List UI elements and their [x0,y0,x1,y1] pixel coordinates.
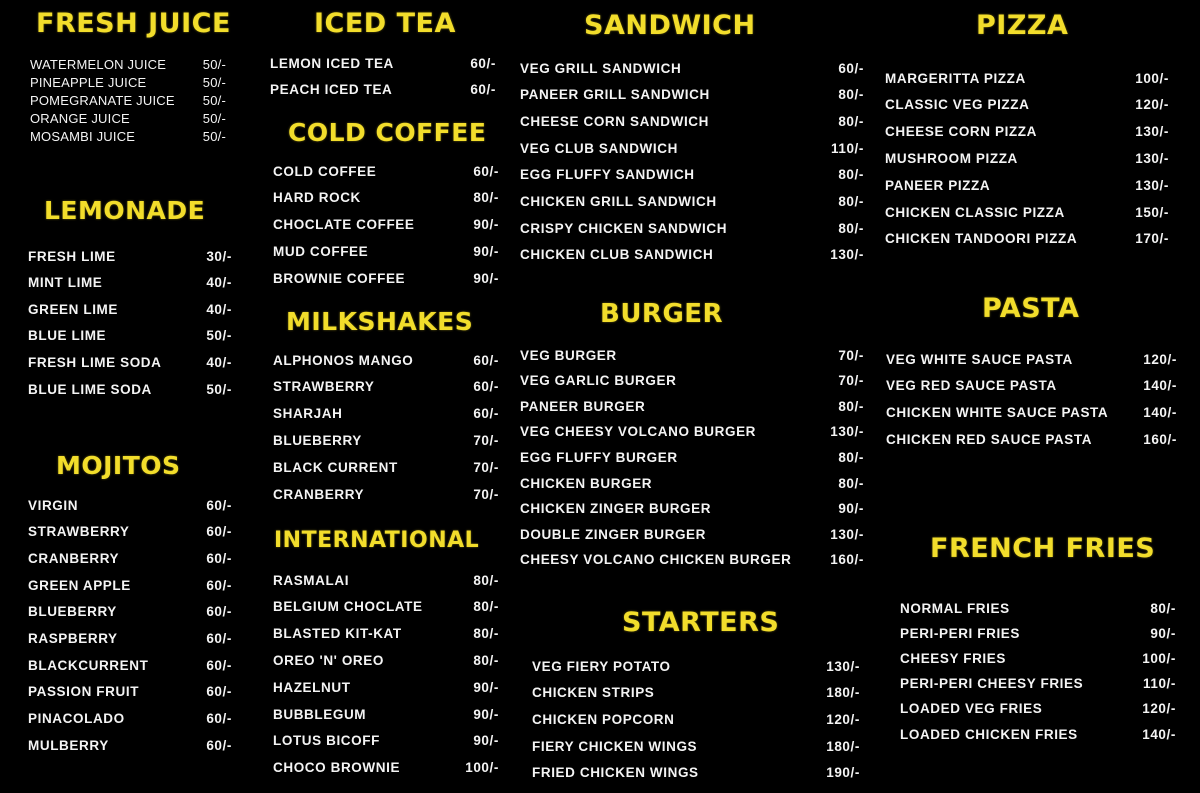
menu-item-name: BLASTED KIT-KAT [273,626,402,642]
menu-item-name: FRESH LIME [28,248,116,264]
menu-item-name: CHICKEN RED SAUCE PASTA [886,431,1093,447]
section-title-iced-tea: ICED TEA [314,8,456,39]
menu-item-row [28,736,232,754]
menu-item-price: 190/- [826,765,860,781]
menu-item-price: 60/- [206,497,232,513]
menu-item-name: CRISPY CHICKEN SANDWICH [520,220,728,236]
menu-item-row [30,73,226,91]
menu-item-row [28,353,232,371]
menu-item-row [30,128,226,146]
menu-item-row [520,448,864,466]
menu-item-name: CHEESE CORN SANDWICH [520,113,710,129]
menu-item-price: 80/- [838,87,864,103]
menu-item-name: FIERY CHICKEN WINGS [532,738,698,754]
menu-item-row [28,683,232,701]
menu-item-row [520,525,864,543]
menu-item-row [520,139,864,157]
menu-item-name: ALPHONOS MANGO [273,352,414,368]
section-french-fries [870,525,1200,790]
section-title-milkshakes: MILKSHAKES [286,307,474,336]
menu-item-price: 80/- [838,113,864,129]
menu-item-row [885,96,1169,114]
menu-item-name: STRAWBERRY [28,524,130,540]
menu-item-name: CHOCLATE COFFEE [273,217,415,233]
menu-item-name: HAZELNUT [273,679,351,695]
section-burger [510,290,870,590]
menu-item-price: 70/- [473,487,499,502]
menu-item-row [520,246,864,264]
menu-item-row [886,404,1177,422]
section-milkshakes [260,300,510,520]
menu-item-row [885,203,1169,221]
menu-item-name: CHEESE CORN PIZZA [885,124,1037,140]
menu-item-name: VEG BURGER [520,347,617,363]
menu-item-name: CHICKEN ZINGER BURGER [520,501,712,517]
menu-item-price: 80/- [838,449,864,465]
menu-item-row [273,459,499,477]
menu-item-name: POMEGRANATE JUICE [30,92,175,108]
menu-item-price: 50/- [202,56,226,72]
menu-item-row [273,732,499,750]
menu-item-price: 90/- [473,217,499,233]
menu-item-price: 80/- [1150,600,1176,616]
section-lemonade [0,190,260,420]
menu-item-price: 80/- [473,190,499,206]
menu-item-name: VEG GRILL SANDWICH [520,60,682,76]
menu-item-row [886,430,1177,448]
menu-item-price: 50/- [202,111,226,127]
menu-item-price: 130/- [830,247,864,263]
menu-item-price: 120/- [826,711,860,727]
menu-item-name: OREO 'N' OREO [273,652,384,668]
menu-item-name: BLUEBERRY [28,604,117,620]
menu-item-price: 60/- [838,60,864,76]
menu-item-price: 80/- [838,398,864,414]
menu-item-price: 130/- [1135,177,1169,193]
menu-item-price: 140/- [1143,405,1177,421]
menu-item-row [520,500,864,518]
menu-item-row [900,599,1176,617]
section-mojitos [0,445,260,765]
menu-item-name: LOADED VEG FRIES [900,701,1043,717]
menu-item-price: 130/- [1135,150,1169,166]
menu-item-price: 80/- [473,652,499,668]
menu-item-row [532,764,860,782]
menu-item-price: 60/- [473,379,499,395]
menu-item-row [273,243,499,261]
menu-item-price: 90/- [1150,625,1176,641]
section-title-french-fries: FRENCH FRIES [930,533,1156,564]
menu-item-row [885,69,1169,87]
menu-item-row [273,270,499,288]
menu-item-row [273,571,499,589]
menu-item-name: PEACH ICED TEA [270,82,393,97]
section-international [260,520,510,790]
section-pasta [870,285,1200,470]
menu-item-name: CHOCO BROWNIE [273,760,401,776]
section-title-burger: BURGER [600,299,724,329]
menu-item-row [273,678,499,696]
menu-item-name: BELGIUM CHOCLATE [273,599,423,615]
menu-item-row [270,81,496,99]
menu-item-price: 60/- [473,352,499,368]
menu-item-price: 50/- [206,328,232,344]
menu-item-name: PERI-PERI FRIES [900,625,1021,641]
menu-item-name: BLACKCURRENT [28,657,149,673]
menu-item-row [28,576,232,594]
section-title-pizza: PIZZA [976,10,1069,41]
menu-item-price: 90/- [473,244,499,260]
menu-item-price: 60/- [206,550,232,566]
menu-item-price: 60/- [206,711,232,727]
menu-item-row [273,216,499,234]
section-pizza [870,0,1200,270]
menu-item-row [273,759,499,777]
menu-item-name: BLUEBERRY [273,433,362,449]
menu-item-row [900,700,1176,718]
section-title-sandwich: SANDWICH [584,10,756,41]
menu-item-price: 60/- [473,163,499,179]
menu-item-row [273,432,499,450]
section-title-international: INTERNATIONAL [274,528,480,553]
menu-item-price: 50/- [206,381,232,397]
menu-item-row [28,549,232,567]
menu-item-price: 110/- [1142,676,1176,692]
menu-item-price: 70/- [473,460,499,476]
menu-item-price: 60/- [206,577,232,593]
menu-item-price: 70/- [838,347,864,363]
menu-item-name: LEMON ICED TEA [270,55,394,71]
menu-item-row [273,651,499,669]
menu-item-name: PANEER GRILL SANDWICH [520,87,710,103]
menu-item-row [28,656,232,674]
menu-item-row [532,737,860,755]
menu-item-price: 130/- [830,424,864,440]
menu-item-price: 130/- [1135,124,1169,140]
menu-item-name: MOSAMBI JUICE [30,129,136,145]
menu-item-price: 80/- [473,599,499,615]
menu-item-row [885,149,1169,167]
menu-item-price: 50/- [202,74,226,90]
menu-item-name: CHICKEN BURGER [520,475,653,491]
menu-item-name: RASMALAI [273,572,350,588]
menu-item-row [520,219,864,237]
menu-item-row [28,496,232,514]
menu-item-row [273,189,499,207]
menu-item-price: 90/- [473,271,499,287]
section-iced-tea [260,0,510,110]
menu-item-name: PASSION FRUIT [28,684,140,700]
menu-item-row [273,351,499,369]
menu-item-row [532,657,860,675]
menu-item-row [273,598,499,616]
menu-item-row [28,523,232,541]
menu-item-price: 180/- [826,685,860,701]
menu-item-row [30,110,226,128]
menu-item-price: 180/- [826,738,860,754]
menu-item-row [885,230,1169,248]
menu-item-row [273,625,499,643]
menu-item-name: CHICKEN CLASSIC PIZZA [885,204,1065,220]
menu-item-price: 80/- [838,167,864,183]
menu-item-price: 160/- [830,552,864,568]
menu-item-name: GREEN APPLE [28,577,131,593]
menu-item-row [520,372,864,390]
menu-item-name: CRANBERRY [273,487,365,502]
menu-item-row [273,486,499,504]
menu-item-row [520,397,864,415]
menu-item-name: VEG CHEESY VOLCANO BURGER [520,424,757,440]
menu-item-name: VIRGIN [28,497,79,513]
menu-item-row [520,474,864,492]
menu-item-price: 60/- [206,524,232,540]
menu-item-name: BLUE LIME SODA [28,381,152,397]
menu-item-name: VEG WHITE SAUCE PASTA [886,351,1073,367]
menu-item-row [885,123,1169,141]
menu-item-row [520,166,864,184]
menu-item-row [520,59,864,77]
menu-item-row [28,710,232,728]
section-sandwich [510,0,870,280]
menu-item-price: 50/- [202,129,226,145]
menu-item-name: RASPBERRY [28,631,118,646]
menu-item-row [520,193,864,211]
menu-item-row [520,551,864,569]
menu-item-price: 80/- [473,626,499,642]
menu-item-name: CRANBERRY [28,550,120,566]
menu-item-row [900,725,1176,743]
menu-item-name: MARGERITTA PIZZA [885,70,1026,86]
section-title-fresh-juice: FRESH JUICE [36,8,231,39]
menu-item-row [28,380,232,398]
menu-item-row [900,624,1176,642]
section-title-mojitos: MOJITOS [56,451,181,480]
menu-item-name: VEG GARLIC BURGER [520,373,677,389]
menu-item-row [532,684,860,702]
menu-item-name: HARD ROCK [273,190,361,206]
menu-item-price: 100/- [1142,650,1176,666]
menu-item-row [28,300,232,318]
menu-item-name: CHICKEN POPCORN [532,711,675,727]
menu-item-name: CHICKEN GRILL SANDWICH [520,194,717,209]
section-cold-coffee [260,110,510,300]
menu-item-row [273,405,499,423]
menu-item-price: 70/- [473,433,499,449]
menu-item-name: VEG RED SAUCE PASTA [886,378,1057,394]
menu-item-name: NORMAL FRIES [900,600,1010,616]
menu-item-name: MULBERRY [28,737,109,753]
section-title-lemonade: LEMONADE [44,196,206,225]
menu-item-name: EGG FLUFFY BURGER [520,449,678,465]
menu-item-price: 60/- [206,657,232,673]
menu-item-price: 80/- [838,194,864,209]
menu-item-price: 30/- [206,248,232,264]
menu-item-name: WATERMELON JUICE [30,56,167,72]
menu-item-price: 80/- [473,572,499,588]
menu-item-price: 80/- [838,220,864,236]
menu-item-price: 90/- [473,679,499,695]
menu-item-price: 90/- [838,501,864,517]
section-title-pasta: PASTA [982,293,1080,324]
menu-item-row [28,603,232,621]
menu-item-price: 60/- [206,684,232,700]
menu-item-name: CHEESY VOLCANO CHICKEN BURGER [520,552,792,568]
menu-item-price: 60/- [206,737,232,753]
menu-item-row [520,112,864,130]
menu-item-row [520,86,864,104]
section-title-cold-coffee: COLD COFFEE [288,118,487,147]
menu-item-row [886,377,1177,395]
menu-item-price: 140/- [1143,378,1177,394]
menu-item-price: 90/- [473,706,499,722]
menu-item-name: MUSHROOM PIZZA [885,150,1018,166]
menu-item-row [886,350,1177,368]
menu-item-name: CHICKEN WHITE SAUCE PASTA [886,405,1109,421]
menu-item-name: CHEESY FRIES [900,650,1006,666]
menu-item-row [273,378,499,396]
menu-item-name: FRESH LIME SODA [28,354,162,370]
menu-item-name: VEG FIERY POTATO [532,658,671,674]
menu-item-row [270,54,496,72]
menu-item-row [885,176,1169,194]
menu-item-price: 130/- [826,658,860,674]
menu-item-price: 50/- [202,92,226,108]
menu-item-row [28,274,232,292]
menu-item-row [28,630,232,648]
menu-item-name: BUBBLEGUM [273,706,367,722]
menu-item-price: 60/- [470,55,496,71]
menu-item-name: EGG FLUFFY SANDWICH [520,167,695,183]
menu-item-name: CHICKEN TANDOORI PIZZA [885,231,1078,247]
menu-item-price: 60/- [473,406,499,422]
menu-item-name: ORANGE JUICE [30,111,130,127]
menu-item-name: SHARJAH [273,406,343,422]
menu-item-price: 40/- [206,354,232,370]
menu-item-row [532,710,860,728]
menu-item-name: STRAWBERRY [273,379,375,395]
menu-item-price: 70/- [838,373,864,389]
menu-item-row [273,162,499,180]
menu-item-price: 160/- [1143,431,1177,447]
menu-item-name: MUD COFFEE [273,244,369,260]
menu-item-price: 40/- [206,275,232,291]
menu-item-name: PANEER BURGER [520,398,646,414]
menu-item-name: BLACK CURRENT [273,460,398,476]
menu-item-price: 130/- [830,526,864,542]
menu-item-row [30,91,226,109]
menu-item-price: 170/- [1135,231,1169,247]
menu-item-price: 100/- [465,760,499,776]
menu-item-name: CHICKEN STRIPS [532,685,655,701]
section-fresh-juice [0,0,260,160]
menu-item-name: FRIED CHICKEN WINGS [532,765,699,781]
menu-item-name: PERI-PERI CHEESY FRIES [900,676,1084,692]
menu-item-price: 90/- [473,733,499,749]
menu-item-price: 40/- [206,301,232,317]
menu-item-price: 80/- [838,475,864,491]
menu-item-row [28,327,232,345]
menu-item-name: PINEAPPLE JUICE [30,74,147,90]
menu-item-row [30,55,226,73]
menu-item-name: LOADED CHICKEN FRIES [900,726,1078,742]
menu-item-name: PINACOLADO [28,711,125,727]
menu-item-price: 60/- [206,604,232,620]
section-starters [510,598,870,790]
menu-item-price: 120/- [1135,97,1169,113]
menu-item-price: 120/- [1142,701,1176,717]
menu-item-price: 110/- [830,140,864,156]
menu-item-name: COLD COFFEE [273,163,377,179]
menu-item-price: 100/- [1135,70,1169,86]
menu-item-price: 120/- [1143,351,1177,367]
menu-item-row [520,346,864,364]
menu-item-name: DOUBLE ZINGER BURGER [520,526,707,542]
menu-item-name: PANEER PIZZA [885,177,991,193]
menu-item-name: CLASSIC VEG PIZZA [885,97,1030,113]
menu-item-price: 140/- [1142,726,1176,742]
menu-item-name: GREEN LIME [28,301,119,317]
menu-item-price: 150/- [1135,204,1169,220]
menu-item-row [900,649,1176,667]
menu-item-row [900,675,1176,693]
menu-item-row [520,423,864,441]
menu-item-row [273,705,499,723]
menu-item-name: BLUE LIME [28,328,107,344]
menu-item-name: BROWNIE COFFEE [273,271,406,287]
section-title-starters: STARTERS [622,607,780,638]
menu-item-name: LOTUS BICOFF [273,733,380,749]
menu-item-name: MINT LIME [28,275,103,291]
menu-item-price: 60/- [206,631,232,646]
menu-item-name: VEG CLUB SANDWICH [520,140,678,156]
menu-item-name: CHICKEN CLUB SANDWICH [520,247,714,263]
menu-item-price: 60/- [470,82,496,97]
menu-item-row [28,247,232,265]
